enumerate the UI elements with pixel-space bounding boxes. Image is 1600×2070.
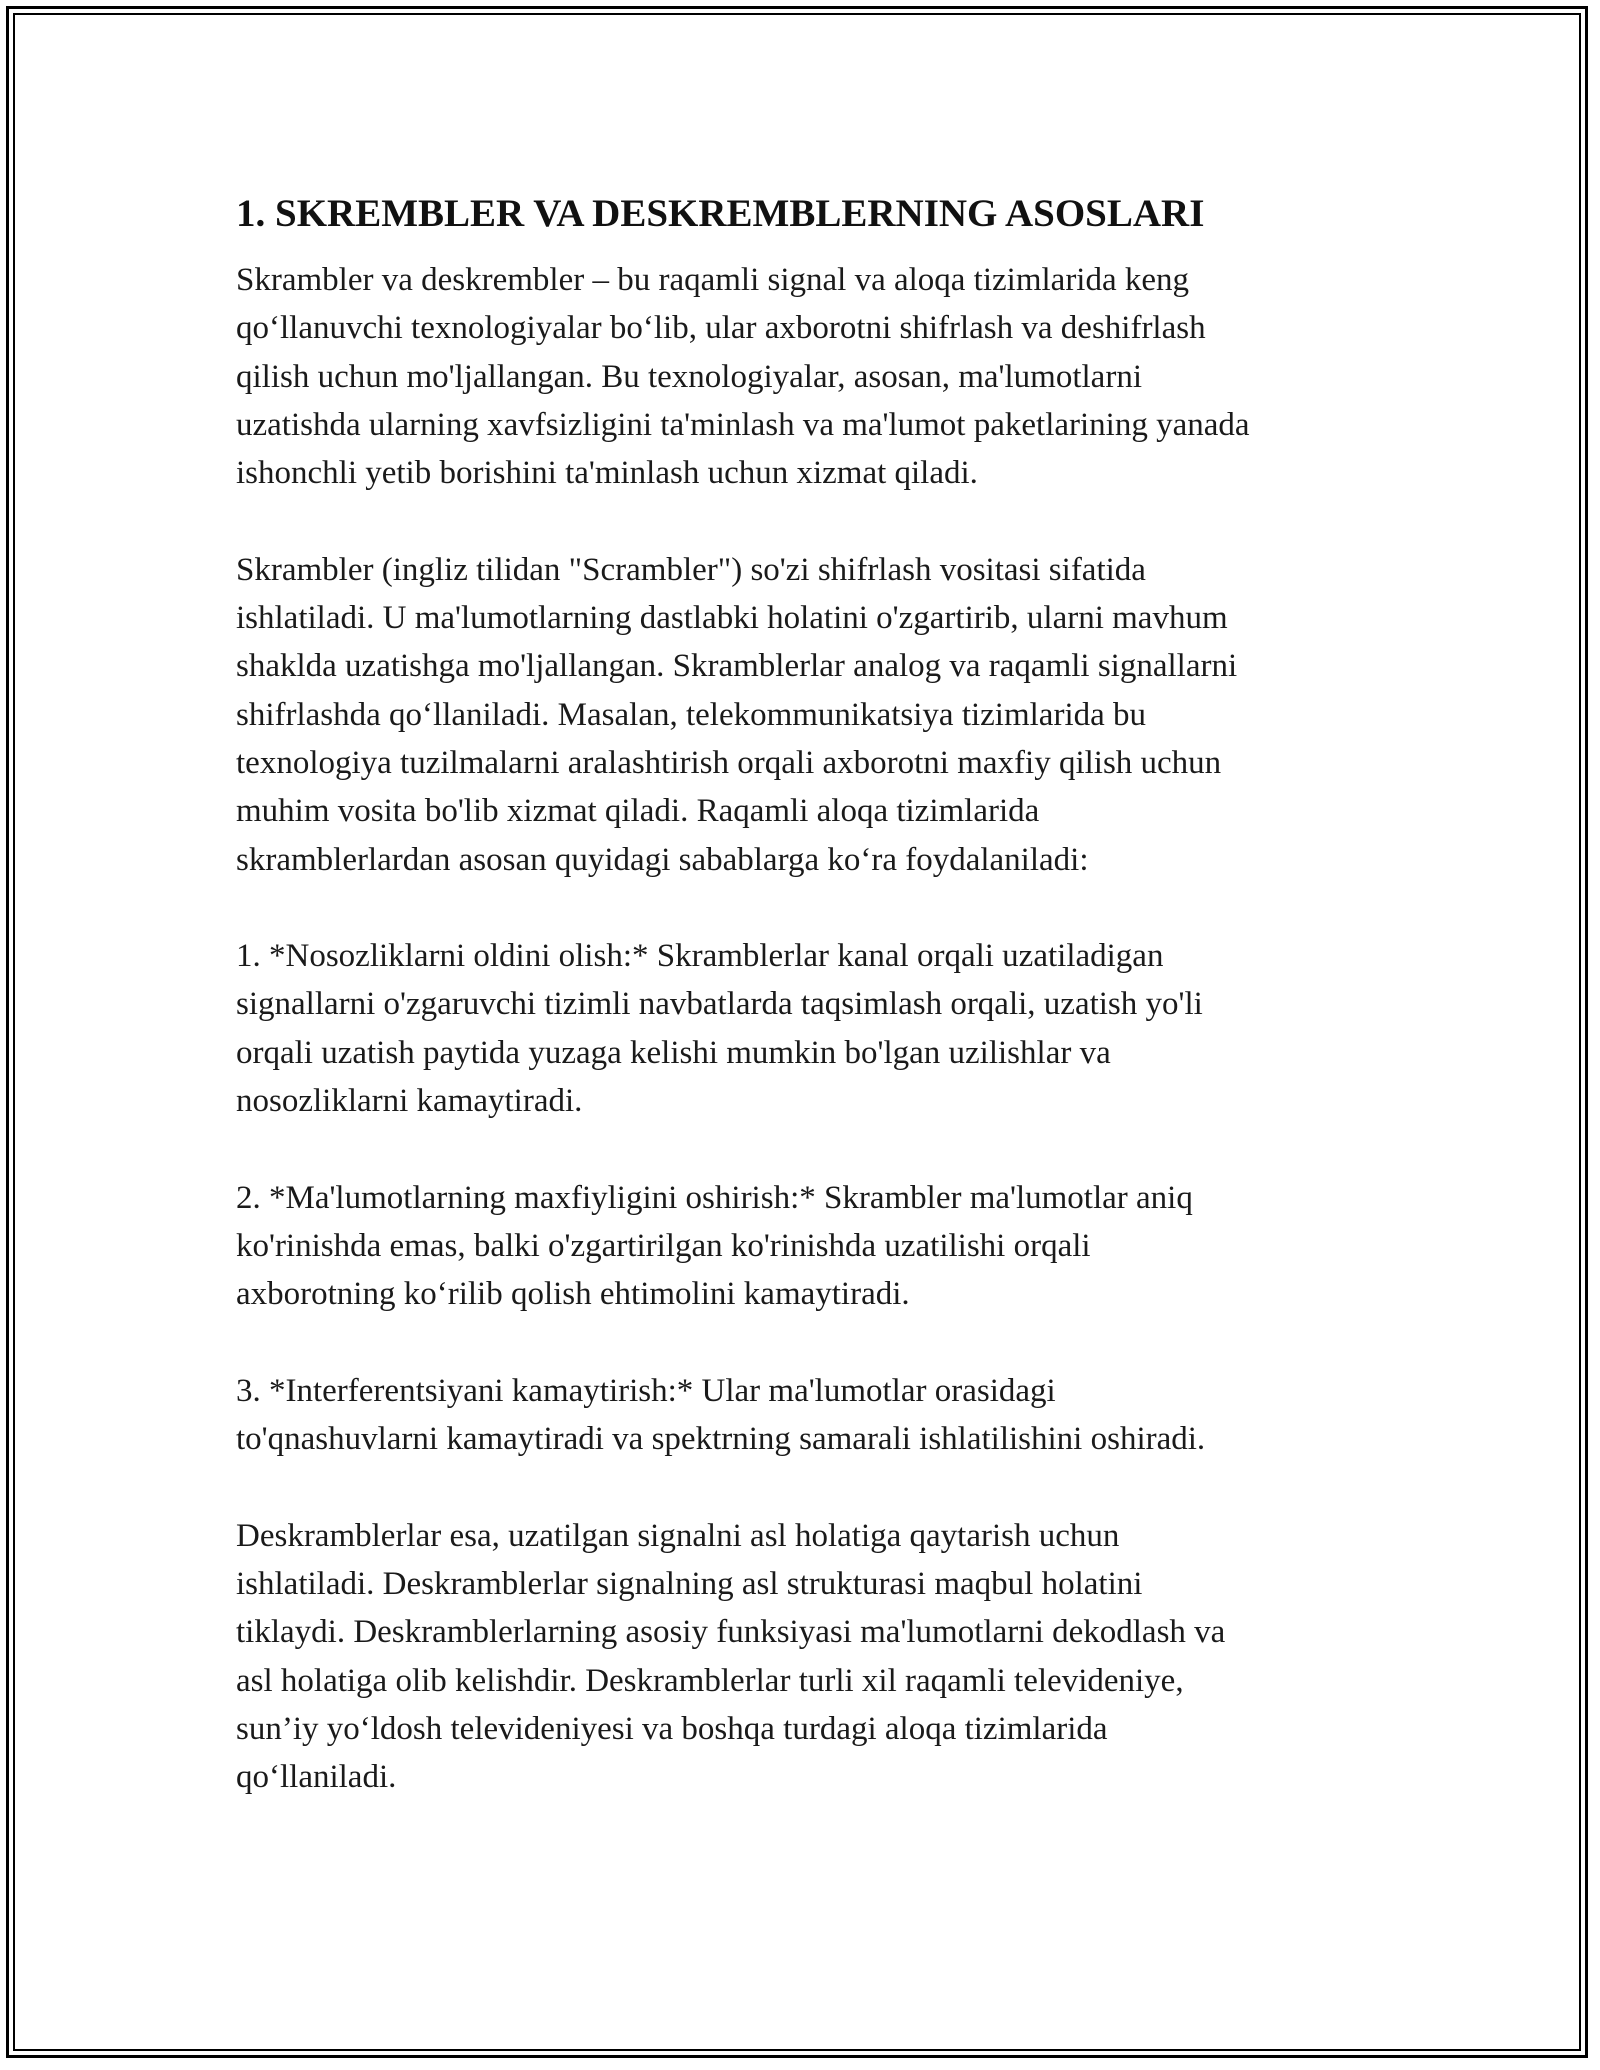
- text-line: ishlatiladi. Deskramblerlar signalning asl strukturasi maqbul holatini: [236, 1566, 1143, 1603]
- paragraph-scrambler: [236, 546, 1366, 884]
- text-line: axborotning ko‘rilib qolish ehtimolini kamaytiradi.: [236, 1276, 910, 1313]
- text-line: Deskramblerlar esa, uzatilgan signalni asl holatiga qaytarish uchun: [236, 1517, 1120, 1554]
- paragraph-descrambler: [236, 1512, 1366, 1802]
- text-line: ko'rinishda emas, balki o'zgartirilgan ko'rinishda uzatilishi orqali: [236, 1227, 1091, 1264]
- text-line: 1. *Nosozliklarni oldini olish:* Skramblerlar kanal orqali uzatiladigan: [236, 938, 1164, 975]
- paragraph-intro: [236, 256, 1366, 497]
- text-line: Skrambler va deskrembler – bu raqamli signal va aloqa tizimlarida keng: [236, 262, 1190, 298]
- text-line: qilish uchun mo'ljallangan. Bu texnologiyalar, asosan, ma'lumotlarni: [236, 358, 1142, 395]
- text-line: ishonchli yetib borishini ta'minlash uchun xizmat qiladi.: [236, 455, 978, 492]
- text-line: qo‘llanuvchi texnologiyalar bo‘lib, ular axborotni shifrlash va deshifrlash: [236, 310, 1206, 347]
- text-line: shifrlashda qo‘llaniladi. Masalan, telekommunikatsiya tizimlarida bu: [236, 696, 1147, 733]
- text-line: texnologiya tuzilmalarni aralashtirish orqali axborotni maxfiy qilish uchun: [236, 744, 1222, 781]
- text-line: to'qnashuvlarni kamaytiradi va spektrning samarali ishlatilishini oshiradi.: [236, 1421, 1206, 1458]
- text-line: Skrambler (ingliz tilidan "Scrambler") so'zi shifrlash vositasi sifatida: [236, 551, 1146, 588]
- text-line: nosozliklarni kamaytiradi.: [236, 1083, 583, 1120]
- text-line: signallarni o'zgaruvchi tizimli navbatlarda taqsimlash orqali, uzatish yo'li: [236, 986, 1203, 1023]
- text-line: 2. *Ma'lumotlarning maxfiyligini oshirish:* Skrambler ma'lumotlar aniq: [236, 1179, 1193, 1216]
- text-line: tiklaydi. Deskramblerlarning asosiy funksiyasi ma'lumotlarni dekodlash va: [236, 1614, 1226, 1651]
- text-line: ishlatiladi. U ma'lumotlarning dastlabki holatini o'zgartirib, ularni mavhum: [236, 600, 1228, 637]
- list-item-3: [236, 1367, 1366, 1464]
- text-line: skramblerlardan asosan quyidagi sabablarga ko‘ra foydalaniladi:: [236, 841, 1089, 878]
- text-line: qo‘llaniladi.: [236, 1759, 397, 1796]
- text-line: 3. *Interferentsiyani kamaytirish:* Ular ma'lumotlar orasidagi: [236, 1372, 1056, 1409]
- text-line: muhim vosita bo'lib xizmat qiladi. Raqamli aloqa tizimlarida: [236, 793, 1040, 830]
- list-item-2: [236, 1174, 1366, 1319]
- text-line: uzatishda ularning xavfsizligini ta'minlash va ma'lumot paketlarining yanada: [236, 406, 1250, 443]
- document-body: [236, 188, 1366, 1850]
- text-line: asl holatiga olib kelishdir. Deskramblerlar turli xil raqamli televideniye,: [236, 1662, 1184, 1699]
- text-line: orqali uzatish paytida yuzaga kelishi mumkin bo'lgan uzilishlar va: [236, 1034, 1111, 1071]
- text-line: shaklda uzatishga mo'ljallangan. Skramblerlar analog va raqamli signallarni: [236, 648, 1238, 685]
- section-heading: 1. SKREMBLER VA DESKREMBLERNING ASOSLARI: [236, 192, 1205, 235]
- text-line: sun’iy yo‘ldosh televideniyesi va boshqa turdagi aloqa tizimlarida: [236, 1710, 1108, 1747]
- list-item-1: [236, 932, 1366, 1125]
